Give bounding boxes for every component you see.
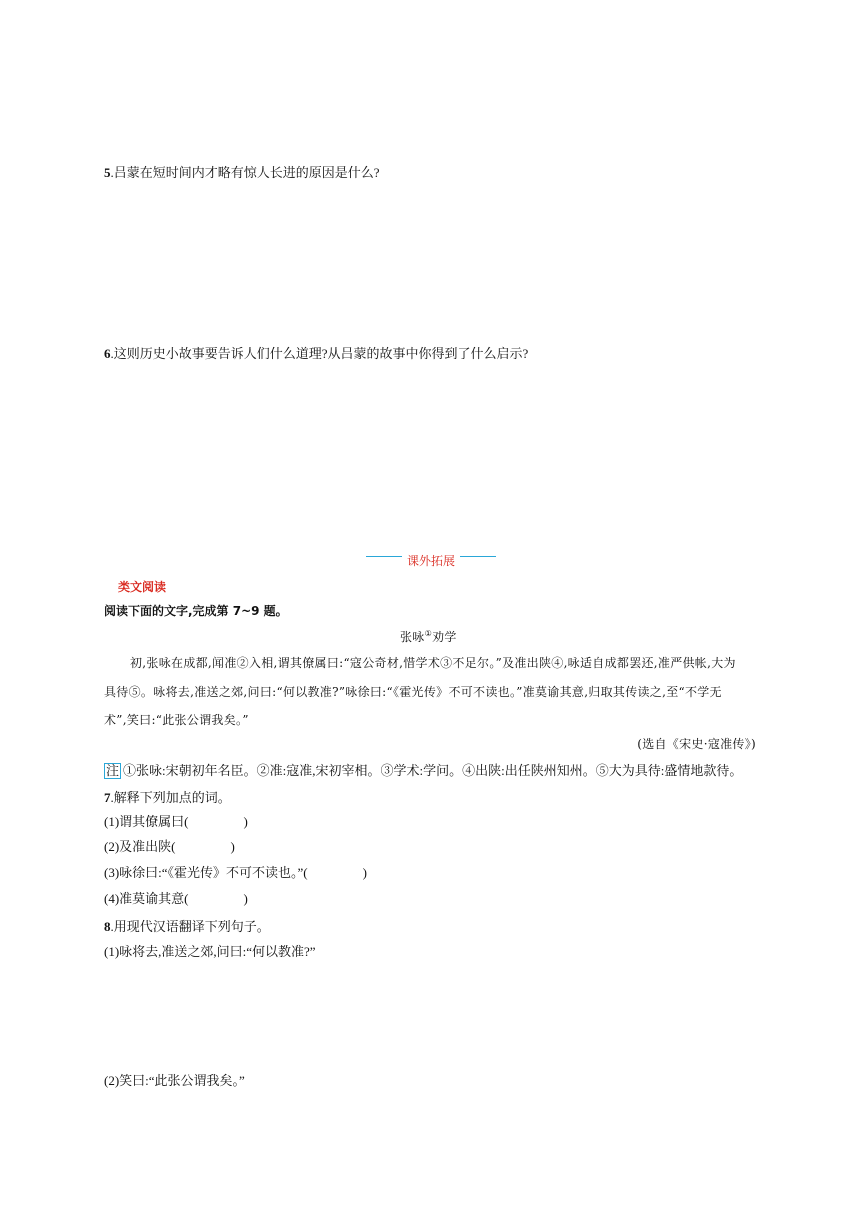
passage-source: (选自《宋史·寇准传》) (637, 737, 756, 751)
passage-line: 术”,笑曰:“此张公谓我矣。” (104, 713, 249, 727)
passage-line: 具待⑤。咏将去,准送之郊,问曰:“何以教准?”咏徐曰:“《霍光传》不可不读也。”准莫谕其意,归取其传读之,至“不学无 (104, 685, 722, 699)
reading-instruction: 阅读下面的文字,完成第 7~9 题。 (104, 604, 288, 618)
question-text: .解释下列加点的词。 (110, 790, 231, 805)
footnote-marker: ① (424, 629, 433, 638)
question-5 (104, 162, 380, 181)
q8-item: (2)笑曰:“此张公谓我矣。” (104, 1073, 245, 1088)
header-divider-left (366, 556, 402, 557)
section-header (366, 552, 496, 570)
question-number: 8 (104, 919, 111, 934)
question-8 (104, 916, 270, 935)
notes (104, 760, 742, 779)
q7-item: (3)咏徐曰:“《霍光传》不可不读也。”( ) (104, 865, 367, 880)
header-divider-right (460, 556, 496, 557)
question-text: .用现代汉语翻译下列句子。 (110, 919, 270, 934)
passage-title: 张咏①劝学 (400, 629, 457, 644)
question-number: 6 (104, 346, 111, 361)
note-tag: 注 (106, 763, 120, 778)
question-number: 5 (104, 165, 111, 180)
passage-line: 初,张咏在成都,闻准②入相,谓其僚属曰:“寇公奇材,惜学术③不足尔。”及准出陕④,咏适自成都罢还,准严供帐,大为 (130, 656, 736, 670)
q7-item: (4)准莫谕其意( ) (104, 891, 248, 906)
q7-item: (1)谓其僚属曰( ) (104, 814, 248, 829)
question-number: 7 (104, 790, 111, 805)
subsection-title: 类文阅读 (118, 580, 167, 594)
question-7 (104, 787, 231, 806)
notes-text: ①张咏:宋朝初年名臣。②准:寇准,宋初宰相。③学术:学问。④出陕:出任陕州知州。⑤大为具待:盛情地款待。 (123, 763, 743, 778)
q8-item: (1)咏将去,准送之郊,问曰:“何以教准?” (104, 944, 316, 959)
question-6 (104, 343, 528, 362)
question-text: .这则历史小故事要告诉人们什么道理?从吕蒙的故事中你得到了什么启示? (110, 346, 529, 361)
q7-item: (2)及准出陕( ) (104, 839, 235, 854)
question-text: .吕蒙在短时间内才略有惊人长进的原因是什么? (110, 165, 380, 180)
section-title: 课外拓展 (406, 554, 455, 568)
